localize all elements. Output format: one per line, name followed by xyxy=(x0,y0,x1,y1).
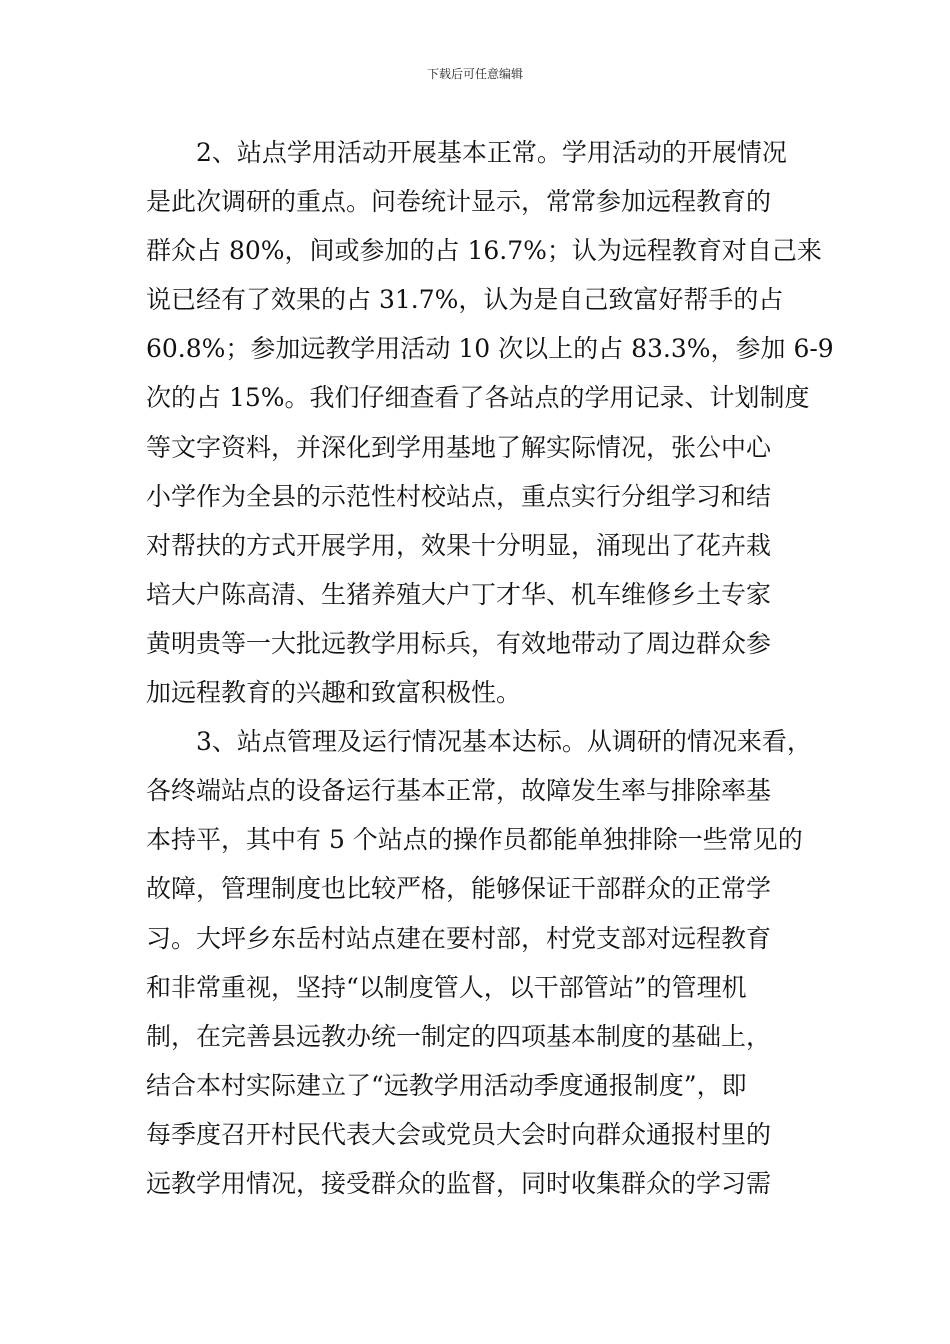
text-line: 本持平，其中有 5 个站点的操作员都能单独排除一些常见的 xyxy=(146,825,803,855)
text-line: 群众占 80%，间或参加的占 16.7%；认为远程教育对自己来 xyxy=(146,236,822,266)
paragraph-3 xyxy=(146,717,818,1208)
text-line: 2、站点学用活动开展基本正常。学用活动的开展情况 xyxy=(196,138,787,167)
text-line: 各终端站点的设备运行基本正常，故障发生率与排除率基 xyxy=(146,776,772,806)
text-line: 次的占 15%。我们仔细查看了各站点的学用记录、计划制度 xyxy=(146,383,810,413)
text-line: 习。大坪乡东岳村站点建在要村部，村党支部对远程教育 xyxy=(146,923,772,953)
text-line: 每季度召开村民代表大会或党员大会时向群众通报村里的 xyxy=(146,1119,772,1149)
text-line: 制，在完善县远教办统一制定的四项基本制度的基础上， xyxy=(146,1021,772,1051)
text-line: 3、站点管理及运行情况基本达标。从调研的情况来看， xyxy=(196,727,812,757)
text-line: 故障，管理制度也比较严格，能够保证干部群众的正常学 xyxy=(146,874,772,904)
document-body xyxy=(146,128,834,1208)
text-line: 等文字资料，并深化到学用基地了解实际情况，张公中心 xyxy=(146,432,772,462)
text-line: 说已经有了效果的占 31.7%，认为是自己致富好帮手的占 xyxy=(146,285,784,315)
text-line: 远教学用情况，接受群众的监督，同时收集群众的学习需 xyxy=(146,1168,772,1198)
paragraph-2 xyxy=(146,128,834,717)
text-line: 和非常重视，坚持“以制度管人，以干部管站”的管理机 xyxy=(146,972,747,1002)
text-line: 小学作为全县的示范性村校站点，重点实行分组学习和结 xyxy=(146,481,772,511)
text-line: 结合本村实际建立了“远教学用活动季度通报制度”，即 xyxy=(146,1070,747,1100)
text-line: 加远程教育的兴趣和致富积极性。 xyxy=(146,678,522,708)
page-header: 下载后可任意编辑 xyxy=(426,67,523,81)
text-line: 是此次调研的重点。问卷统计显示，常常参加远程教育的 xyxy=(146,187,772,217)
text-line: 60.8%；参加远教学用活动 10 次以上的占 83.3%，参加 6-9 xyxy=(146,334,834,364)
text-line: 对帮扶的方式开展学用，效果十分明显，涌现出了花卉栽 xyxy=(146,530,772,560)
text-line: 黄明贵等一大批远教学用标兵，有效地带动了周边群众参 xyxy=(146,628,772,658)
text-line: 培大户陈高清、生猪养殖大户丁才华、机车维修乡土专家 xyxy=(146,579,772,609)
